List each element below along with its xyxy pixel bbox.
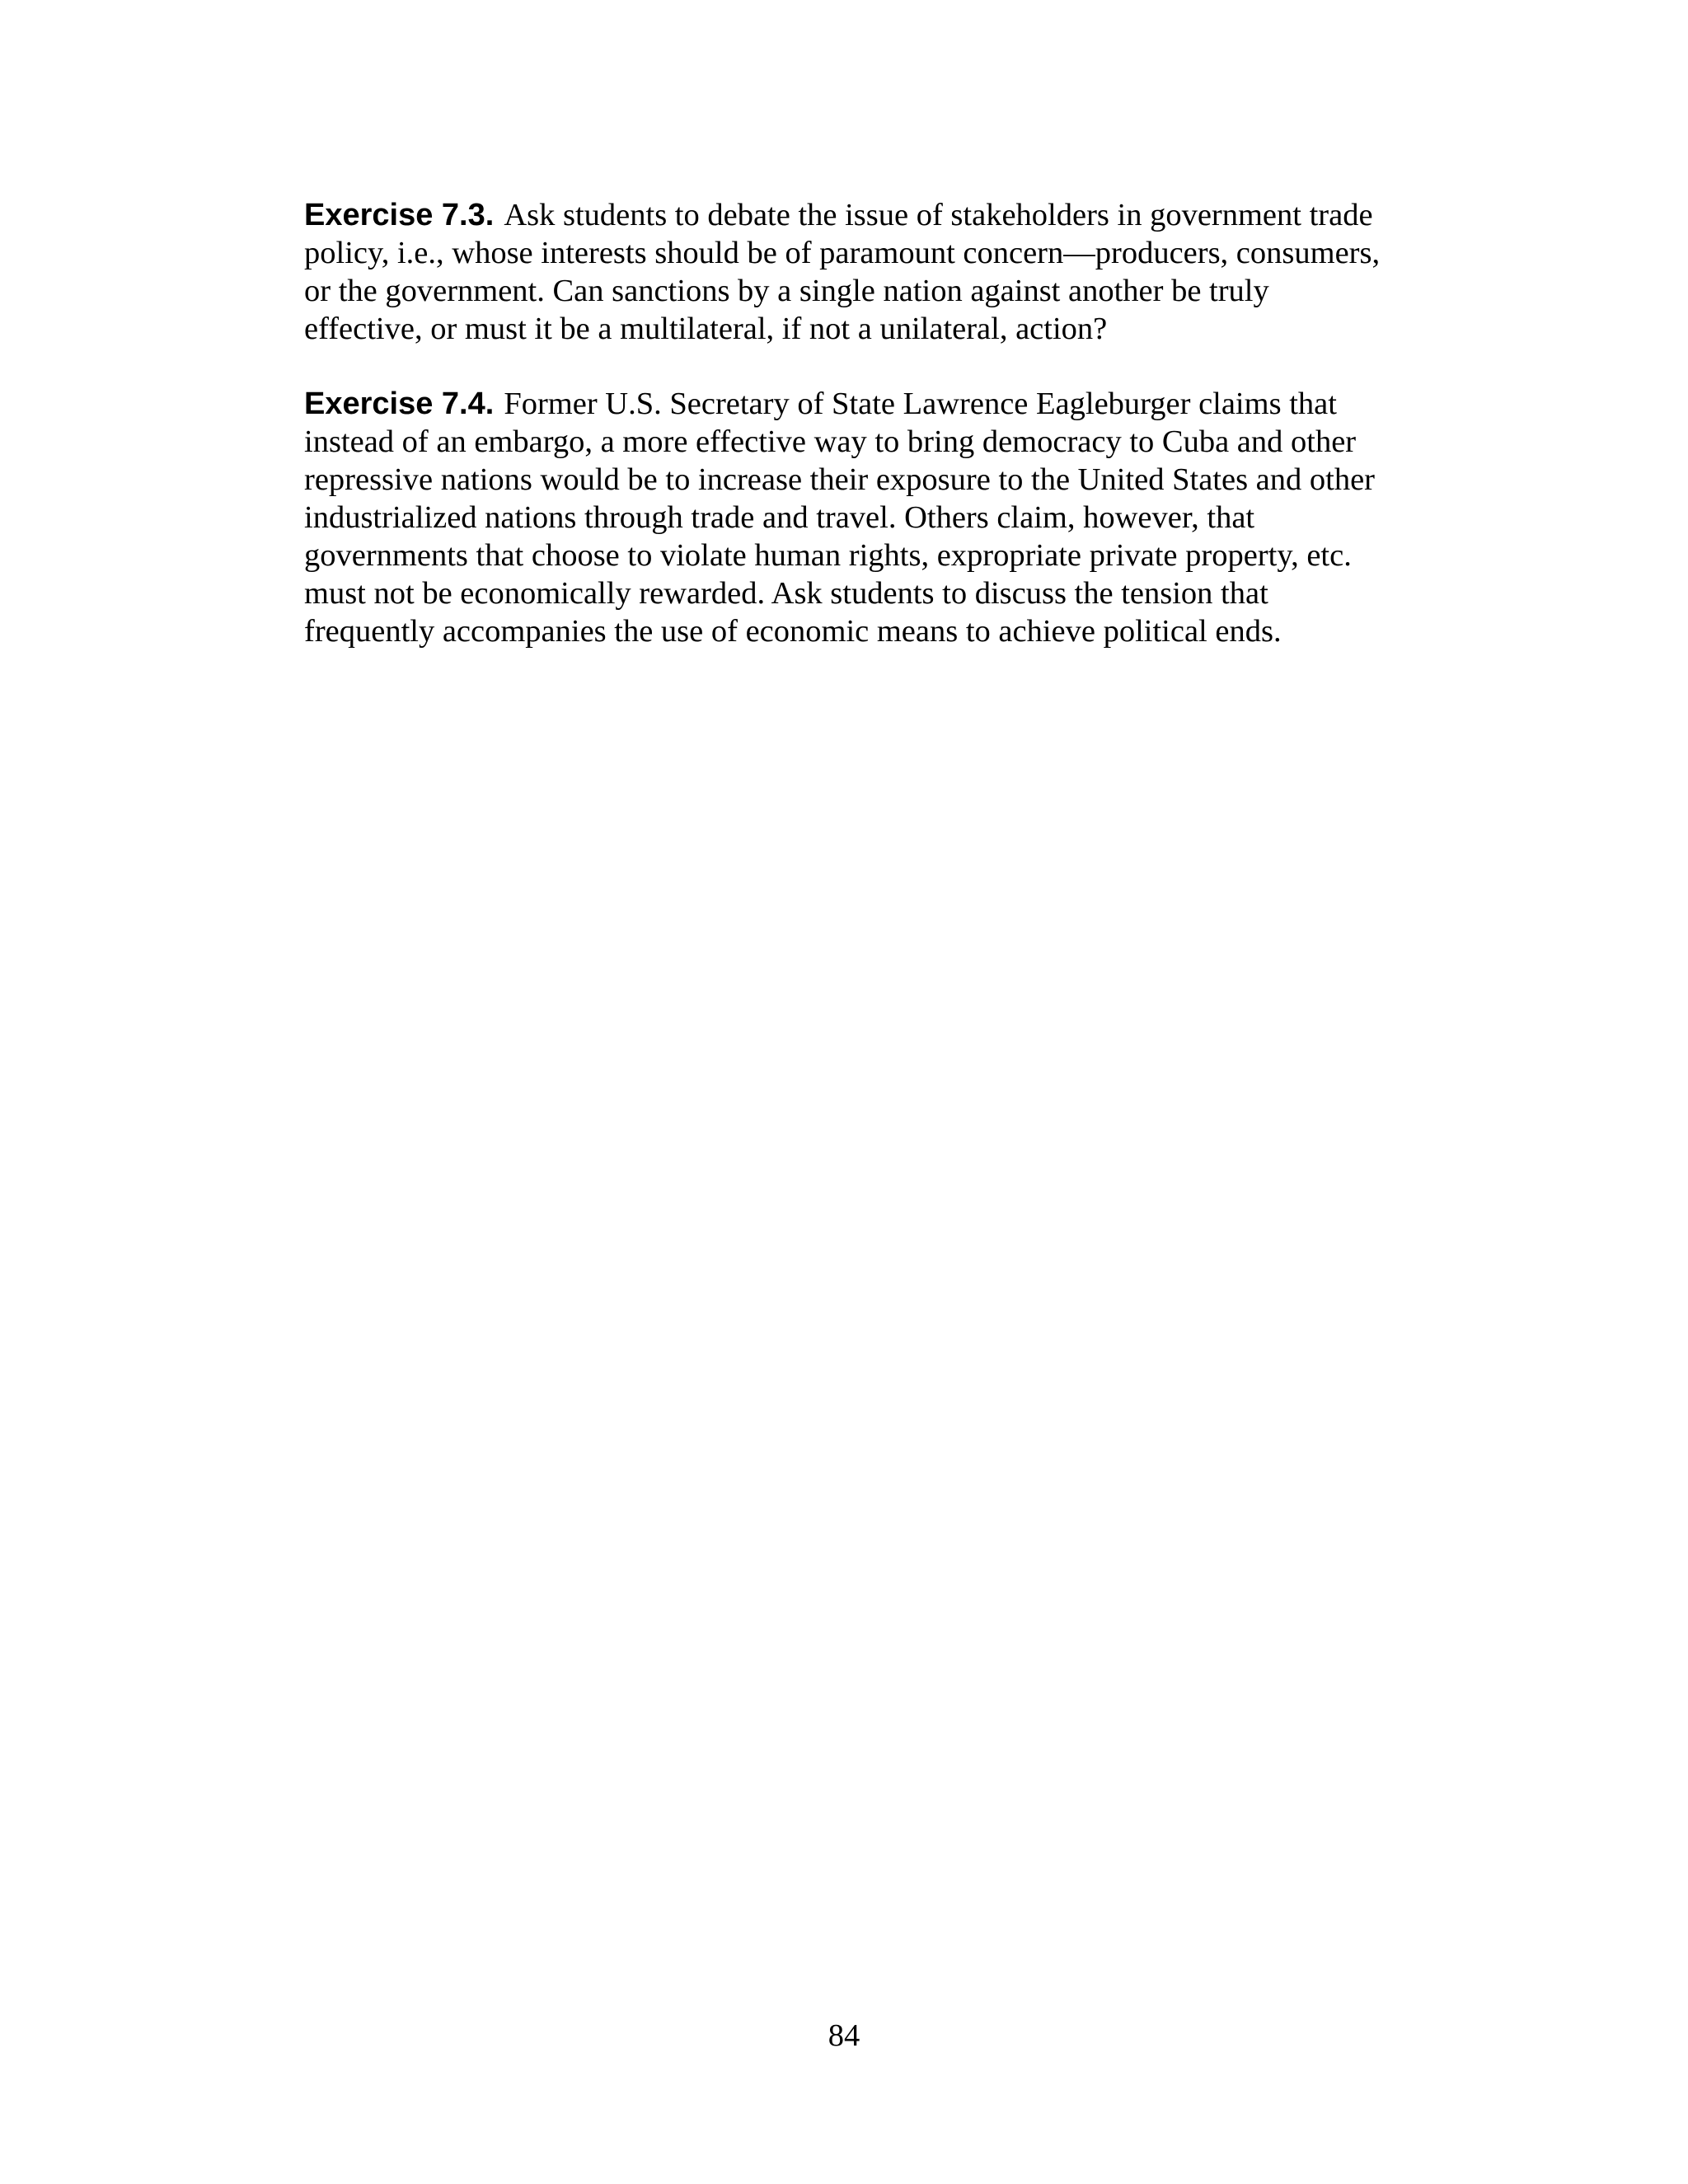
exercise-line: repressive nations would be to increase their exposure to the United States and other [304, 462, 1375, 497]
exercise-line: must not be economically rewarded. Ask students to discuss the tension that [304, 576, 1268, 611]
page-number: 84 [828, 2018, 860, 2053]
exercise-label: Exercise 7.4. [304, 387, 495, 421]
exercise-line [304, 385, 1435, 423]
exercise-text: Former U.S. Secretary of State Lawrence Eagleburger claims that [504, 387, 1337, 421]
exercise-line: policy, i.e., whose interests should be of paramount concern—producers, consumers, [304, 236, 1381, 270]
exercise-line: industrialized nations through trade and travel. Others claim, however, that [304, 500, 1255, 535]
exercise-line: frequently accompanies the use of economic means to achieve political ends. [304, 614, 1282, 649]
exercise-7-4 [304, 385, 1435, 650]
exercise-label: Exercise 7.3. [304, 198, 495, 232]
exercise-line: instead of an embargo, a more effective way to bring democracy to Cuba and other [304, 424, 1357, 459]
exercise-line: governments that choose to violate human rights, expropriate private property, etc. [304, 538, 1352, 573]
exercise-text: Ask students to debate the issue of stakeholders in government trade [504, 198, 1373, 232]
exercise-line: effective, or must it be a multilateral, if not a unilateral, action? [304, 312, 1108, 346]
exercise-line: or the government. Can sanctions by a single nation against another be truly [304, 274, 1269, 308]
exercise-7-3 [304, 196, 1435, 348]
exercise-line [304, 196, 1435, 234]
